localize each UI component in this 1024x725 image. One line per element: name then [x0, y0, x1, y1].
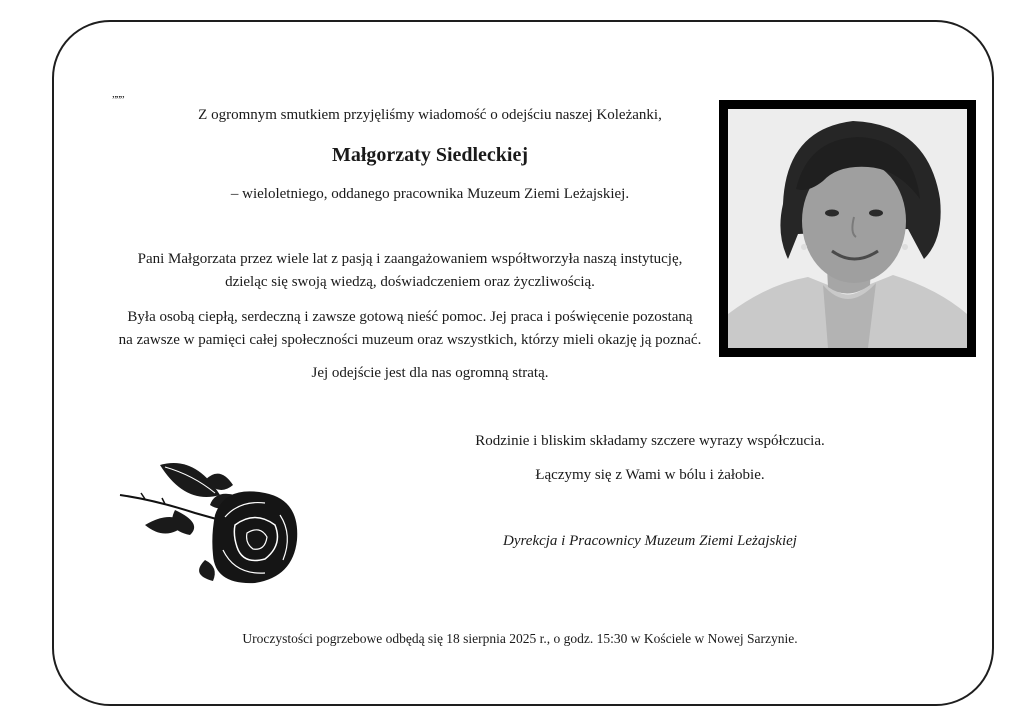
paragraph-2: [60, 306, 760, 352]
paragraph-2-line-2: na zawsze w pamięci całej społeczności muzeum oraz wszystkich, którzy mieli okazję ją poznać.: [118, 332, 702, 348]
paragraph-1-line-1: Pani Małgorzata przez wiele lat z pasją i zaangażowaniem współtworzyła naszą instytucję,: [137, 251, 683, 267]
paragraph-2-line-1: Była osobą ciepłą, serdeczną i zawsze gotową nieść pomoc. Jej praca i poświęcenie pozostaną: [127, 309, 693, 325]
deceased-name: Małgorzaty Siedleckiej: [331, 144, 529, 166]
rose-icon: [115, 455, 305, 590]
role-text: – wieloletniego, oddanego pracownika Muzeum Ziemi Leżajskiej.: [230, 186, 630, 202]
portrait-photo: [719, 100, 976, 357]
portrait-image: [728, 109, 967, 348]
condolence-2: Łączymy się z Wami w bólu i żałobie.: [535, 467, 765, 483]
condolence-1: Rodzinie i bliskim składamy szczere wyrazy współczucia.: [475, 433, 825, 449]
paragraph-1: [60, 248, 760, 294]
signature: Dyrekcja i Pracownicy Muzeum Ziemi Leżajskiej: [503, 533, 797, 549]
intro-text: Z ogromnym smutkiem przyjęliśmy wiadomość o odejściu naszej Koleżanki,: [198, 107, 662, 123]
header-mark: „„„: [112, 88, 124, 100]
funeral-info: Uroczystości pogrzebowe odbędą się 18 sierpnia 2025 r., o godz. 15:30 w Kościele w Nowej Sarzynie.: [242, 631, 798, 646]
paragraph-1-line-2: dzieląc się swoją wiedzą, doświadczeniem oraz życzliwością.: [225, 274, 595, 290]
paragraph-3: Jej odejście jest dla nas ogromną stratą.: [311, 365, 549, 381]
